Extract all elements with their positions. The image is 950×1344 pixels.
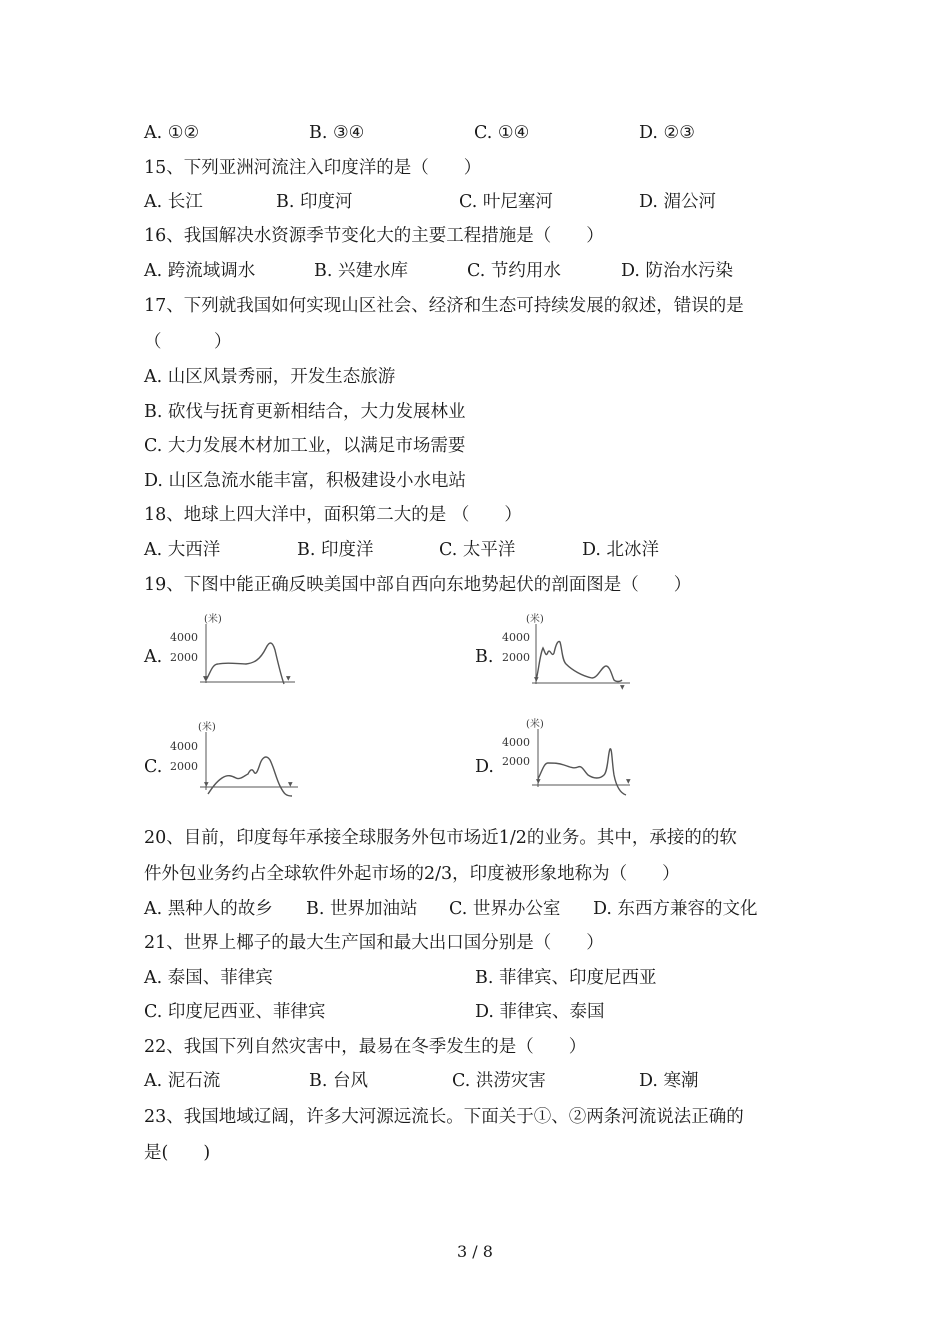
profile-unit: (米): [526, 614, 544, 625]
q21-stem: 21、世界上椰子的最大生产国和最大出口国分别是（ ）: [144, 933, 604, 953]
q18-option-d: D. 北冰洋: [582, 540, 660, 560]
q20-stem-line1: 20、目前，印度每年承接全球服务外包市场近1/2的业务。其中，承接的的软: [144, 828, 737, 848]
q20-option-b: B. 世界加油站: [306, 899, 418, 919]
profile-tick-4000: 4000: [502, 736, 530, 749]
q15-option-c: C. 叶尼塞河: [459, 192, 553, 212]
q23-stem-line1: 23、我国地域辽阔，许多大河源远流长。下面关于①、②两条河流说法正确的: [144, 1107, 744, 1127]
q22-option-d: D. 寒潮: [639, 1071, 699, 1091]
q19-profile-b: [502, 608, 632, 693]
q19-option-b-label: B.: [475, 647, 494, 667]
q18-stem: 18、地球上四大洋中，面积第二大的是 （ ）: [144, 505, 522, 525]
q20-stem-line2: 件外包业务约占全球软件外起市场的2/3，印度被形象地称为（ ）: [144, 864, 680, 884]
svg-text:▼: ▼: [288, 781, 293, 788]
q19-profile-a: [170, 608, 300, 693]
q15-option-d: D. 湄公河: [639, 192, 717, 212]
q22-option-a: A. 泥石流: [144, 1071, 221, 1091]
q19-stem: 19、下图中能正确反映美国中部自西向东地势起伏的剖面图是（ ）: [144, 575, 692, 595]
q17-option-b: B. 砍伐与抚育更新相结合，大力发展林业: [144, 402, 466, 422]
svg-text:▼: ▼: [204, 781, 209, 788]
q14-option-c: C. ①④: [474, 123, 530, 143]
q14-option-d: D. ②③: [639, 123, 695, 143]
q17-option-a: A. 山区风景秀丽，开发生态旅游: [144, 367, 396, 387]
profile-unit: (米): [198, 722, 216, 733]
svg-text:▼: ▼: [626, 778, 631, 785]
svg-text:▼: ▼: [203, 675, 208, 682]
q16-stem: 16、我国解决水资源季节变化大的主要工程措施是（ ）: [144, 226, 604, 246]
q16-option-c: C. 节约用水: [467, 261, 561, 281]
q15-stem: 15、下列亚洲河流注入印度洋的是（ ）: [144, 158, 482, 178]
profile-tick-4000: 4000: [170, 740, 198, 753]
q19-profile-d: [502, 713, 637, 803]
q18-option-a: A. 大西洋: [144, 540, 221, 560]
q19-option-c-label: C.: [144, 757, 163, 777]
profile-unit: (米): [526, 719, 544, 730]
svg-text:▼: ▼: [620, 684, 625, 691]
q19-option-a-label: A.: [144, 647, 163, 667]
page-number: 3 / 8: [457, 1242, 493, 1261]
profile-tick-2000: 2000: [170, 760, 198, 773]
q14-option-b: B. ③④: [309, 123, 365, 143]
profile-tick-2000: 2000: [502, 755, 530, 768]
q22-option-b: B. 台风: [309, 1071, 368, 1091]
q17-option-d: D. 山区急流水能丰富，积极建设小水电站: [144, 471, 467, 491]
q21-option-b: B. 菲律宾、印度尼西亚: [475, 968, 657, 988]
q16-option-a: A. 跨流域调水: [144, 261, 256, 281]
q20-option-d: D. 东西方兼容的文化: [593, 899, 758, 919]
q23-stem-line2: 是( ): [144, 1143, 211, 1163]
svg-text:▼: ▼: [286, 675, 291, 682]
q16-option-d: D. 防治水污染: [621, 261, 734, 281]
profile-tick-2000: 2000: [502, 651, 530, 664]
profile-tick-4000: 4000: [502, 631, 530, 644]
svg-text:▼: ▼: [536, 778, 541, 785]
q17-option-c: C. 大力发展木材加工业，以满足市场需要: [144, 436, 466, 456]
q22-option-c: C. 洪涝灾害: [452, 1071, 546, 1091]
q20-option-c: C. 世界办公室: [449, 899, 561, 919]
q21-option-d: D. 菲律宾、泰国: [475, 1002, 605, 1022]
q16-option-b: B. 兴建水库: [314, 261, 408, 281]
q20-option-a: A. 黑种人的故乡: [144, 899, 273, 919]
q15-option-b: B. 印度河: [276, 192, 353, 212]
q19-option-d-label: D.: [475, 757, 494, 777]
profile-tick-2000: 2000: [170, 651, 198, 664]
svg-text:▼: ▼: [534, 676, 539, 683]
q18-option-b: B. 印度洋: [297, 540, 374, 560]
q15-option-a: A. 长江: [144, 192, 203, 212]
q22-stem: 22、我国下列自然灾害中，最易在冬季发生的是（ ）: [144, 1037, 587, 1057]
q17-stem-line1: 17、下列就我国如何实现山区社会、经济和生态可持续发展的叙述，错误的是: [144, 296, 744, 316]
q21-option-c: C. 印度尼西亚、菲律宾: [144, 1002, 326, 1022]
q19-profile-c: [170, 716, 305, 801]
profile-unit: (米): [204, 614, 222, 625]
q18-option-c: C. 太平洋: [439, 540, 516, 560]
q17-stem-line2: （ ）: [144, 332, 232, 352]
profile-tick-4000: 4000: [170, 631, 198, 644]
q14-option-a: A. ①②: [144, 123, 200, 143]
q21-option-a: A. 泰国、菲律宾: [144, 968, 273, 988]
